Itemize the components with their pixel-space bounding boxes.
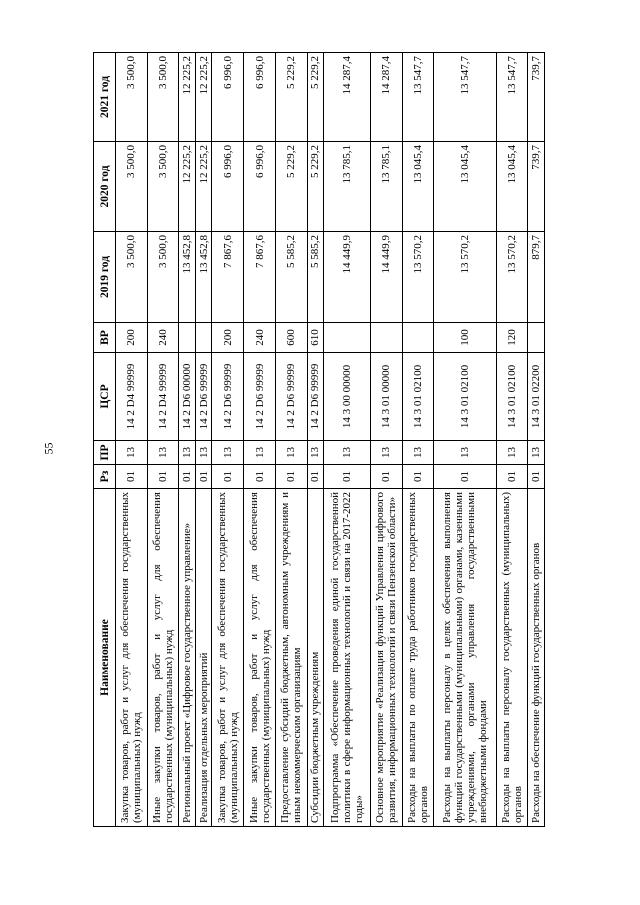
table-row	[244, 53, 276, 827]
cell-rz: 01	[496, 465, 528, 489]
cell-vr	[324, 323, 371, 353]
cell-2021: 5 229,2	[275, 53, 307, 142]
header-2019: 2019 год	[94, 232, 116, 323]
table-row	[324, 53, 371, 827]
cell-2021: 12 225,2	[195, 53, 212, 142]
cell-rz: 01	[275, 465, 307, 489]
cell-2020: 12 225,2	[179, 142, 196, 232]
header-2020: 2020 год	[94, 142, 116, 232]
cell-2021: 739,7	[528, 53, 545, 142]
cell-2021: 14 287,4	[371, 53, 403, 142]
cell-csr: 14 2 D6 99999	[212, 353, 244, 441]
table-row	[116, 53, 148, 827]
table-row	[195, 53, 212, 827]
cell-vr: 600	[275, 323, 307, 353]
cell-pr: 13	[402, 441, 434, 465]
cell-2021: 14 287,4	[324, 53, 371, 142]
rotated-table-container	[93, 53, 545, 827]
cell-csr: 14 2 D4 99999	[116, 353, 148, 441]
cell-2019: 13 570,2	[402, 232, 434, 323]
cell-2019: 879,7	[528, 232, 545, 323]
cell-vr	[179, 323, 196, 353]
cell-name: Субсидии бюджетным учреждениям	[307, 489, 324, 827]
cell-pr: 13	[212, 441, 244, 465]
cell-2021: 13 547,7	[496, 53, 528, 142]
cell-2020: 13 785,1	[324, 142, 371, 232]
cell-2020: 5 229,2	[307, 142, 324, 232]
cell-pr: 13	[496, 441, 528, 465]
cell-2020: 6 996,0	[212, 142, 244, 232]
cell-vr: 120	[496, 323, 528, 353]
cell-name: Предоставление субсидий бюджетным, автономным учреждениям и иным некоммерческим организациям	[275, 489, 307, 827]
cell-rz: 01	[212, 465, 244, 489]
cell-rz: 01	[244, 465, 276, 489]
cell-vr: 100	[434, 323, 496, 353]
table-row	[434, 53, 496, 827]
cell-vr	[371, 323, 403, 353]
cell-2021: 13 547,7	[434, 53, 496, 142]
header-vr: ВР	[94, 323, 116, 353]
cell-name: Подпрограмма «Обеспечение проведения единой государственной политики в сфере информационных технологий и связи на 2017-2022 годы»	[324, 489, 371, 827]
cell-rz: 01	[307, 465, 324, 489]
cell-vr	[195, 323, 212, 353]
cell-vr: 200	[212, 323, 244, 353]
cell-2019: 7 867,6	[212, 232, 244, 323]
cell-2020: 739,7	[528, 142, 545, 232]
cell-csr: 14 3 01 02200	[528, 353, 545, 441]
cell-pr: 13	[434, 441, 496, 465]
cell-2021: 3 500,0	[147, 53, 179, 142]
cell-pr: 13	[275, 441, 307, 465]
header-2021: 2021 год	[94, 53, 116, 142]
cell-2020: 13 785,1	[371, 142, 403, 232]
cell-2021: 6 996,0	[212, 53, 244, 142]
header-rz: Рз	[94, 465, 116, 489]
cell-rz: 01	[402, 465, 434, 489]
cell-2019: 14 449,9	[371, 232, 403, 323]
cell-csr: 14 3 01 02100	[434, 353, 496, 441]
cell-pr: 13	[244, 441, 276, 465]
cell-2019: 5 585,2	[307, 232, 324, 323]
cell-2019: 5 585,2	[275, 232, 307, 323]
cell-pr: 13	[116, 441, 148, 465]
cell-vr: 240	[244, 323, 276, 353]
cell-rz: 01	[179, 465, 196, 489]
cell-pr: 13	[528, 441, 545, 465]
cell-2021: 6 996,0	[244, 53, 276, 142]
cell-2019: 13 452,8	[195, 232, 212, 323]
cell-pr: 13	[195, 441, 212, 465]
cell-csr: 14 2 D6 00000	[179, 353, 196, 441]
cell-2020: 6 996,0	[244, 142, 276, 232]
cell-2019: 14 449,9	[324, 232, 371, 323]
budget-table	[93, 52, 545, 827]
table-row	[212, 53, 244, 827]
cell-vr: 610	[307, 323, 324, 353]
cell-rz: 01	[147, 465, 179, 489]
cell-2020: 5 229,2	[275, 142, 307, 232]
table-header-row	[94, 53, 116, 827]
cell-2021: 13 547,7	[402, 53, 434, 142]
table-row	[307, 53, 324, 827]
cell-2020: 13 045,4	[402, 142, 434, 232]
cell-csr: 14 2 D6 99999	[307, 353, 324, 441]
table-body	[116, 53, 545, 827]
table-row	[275, 53, 307, 827]
cell-rz: 01	[195, 465, 212, 489]
cell-2019: 3 500,0	[116, 232, 148, 323]
cell-csr: 14 3 01 02100	[496, 353, 528, 441]
cell-rz: 01	[371, 465, 403, 489]
cell-vr: 200	[116, 323, 148, 353]
cell-name: Реализация отдельных мероприятий	[195, 489, 212, 827]
cell-csr: 14 3 01 02100	[402, 353, 434, 441]
cell-rz: 01	[324, 465, 371, 489]
cell-name: Расходы на выплаты персоналу государственных (муниципальных) органов	[496, 489, 528, 827]
cell-vr: 240	[147, 323, 179, 353]
cell-2019: 13 452,8	[179, 232, 196, 323]
table-row	[528, 53, 545, 827]
cell-csr: 14 2 D6 99999	[275, 353, 307, 441]
cell-2019: 3 500,0	[147, 232, 179, 323]
cell-name: Закупка товаров, работ и услуг для обеспечения государственных (муниципальных) нужд	[116, 489, 148, 827]
header-csr: ЦСР	[94, 353, 116, 441]
cell-csr: 14 2 D4 99999	[147, 353, 179, 441]
cell-vr	[528, 323, 545, 353]
cell-rz: 01	[434, 465, 496, 489]
table-row	[147, 53, 179, 827]
table-row	[402, 53, 434, 827]
cell-pr: 13	[147, 441, 179, 465]
cell-2020: 12 225,2	[195, 142, 212, 232]
cell-2019: 13 570,2	[496, 232, 528, 323]
cell-2021: 5 229,2	[307, 53, 324, 142]
cell-2020: 13 045,4	[434, 142, 496, 232]
cell-2020: 3 500,0	[147, 142, 179, 232]
cell-name: Закупка товаров, работ и услуг для обеспечения государственных (муниципальных) нужд	[212, 489, 244, 827]
cell-csr: 14 3 01 00000	[371, 353, 403, 441]
cell-name: Расходы на выплаты по оплате труда работников государственных органов	[402, 489, 434, 827]
cell-pr: 13	[324, 441, 371, 465]
cell-2019: 7 867,6	[244, 232, 276, 323]
page-number: 55	[41, 442, 56, 455]
cell-name: Иные закупки товаров, работ и услуг для обеспечения государственных (муниципальных) нужд	[147, 489, 179, 827]
cell-vr	[402, 323, 434, 353]
cell-rz: 01	[528, 465, 545, 489]
table-row	[179, 53, 196, 827]
cell-2021: 12 225,2	[179, 53, 196, 142]
cell-name: Иные закупки товаров, работ и услуг для обеспечения государственных (муниципальных) нужд	[244, 489, 276, 827]
cell-rz: 01	[116, 465, 148, 489]
cell-csr: 14 2 D6 99999	[244, 353, 276, 441]
cell-csr: 14 3 00 00000	[324, 353, 371, 441]
cell-pr: 13	[179, 441, 196, 465]
cell-pr: 13	[307, 441, 324, 465]
table-row	[496, 53, 528, 827]
cell-name: Региональный проект «Цифровое государственное управление»	[179, 489, 196, 827]
cell-2021: 3 500,0	[116, 53, 148, 142]
table-row	[371, 53, 403, 827]
cell-2019: 13 570,2	[434, 232, 496, 323]
cell-csr: 14 2 D6 99999	[195, 353, 212, 441]
header-name: Наименование	[94, 489, 116, 827]
cell-name: Расходы на выплаты персоналу в целях обеспечения выполнения функций государственными (муниципальными) органами, казенными учреждениями, органами управления государственными внебюджетными фондами	[434, 489, 496, 827]
cell-2020: 13 045,4	[496, 142, 528, 232]
header-pr: ПР	[94, 441, 116, 465]
cell-name: Основное мероприятие «Реализация функций Управления цифрового развития, информационных технологий и связи Пензенской области»	[371, 489, 403, 827]
cell-2020: 3 500,0	[116, 142, 148, 232]
cell-name: Расходы на обеспечение функций государственных органов	[528, 489, 545, 827]
cell-pr: 13	[371, 441, 403, 465]
